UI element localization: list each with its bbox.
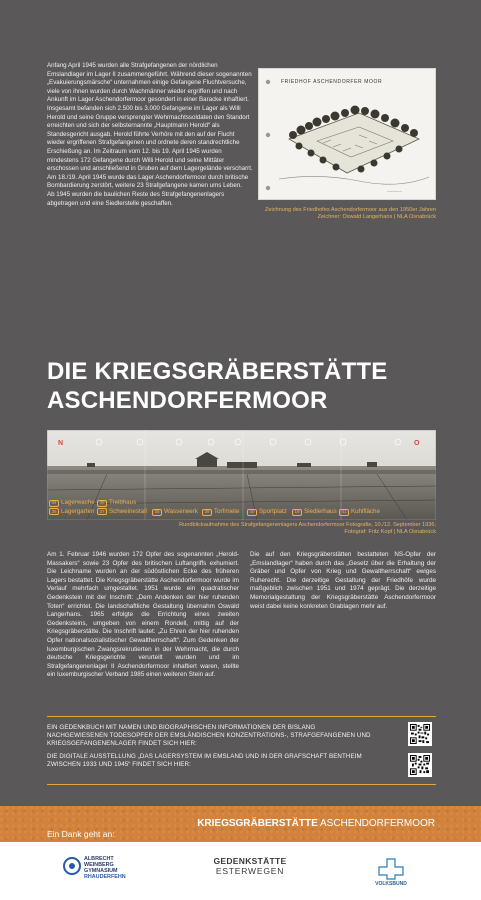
qr-code-icon: [410, 755, 430, 775]
legend-number: 39: [202, 509, 212, 516]
legend-item: [49, 508, 95, 517]
volksbund-logo: [365, 853, 417, 889]
footer-title-light: ASCHENDORFERMOOR: [319, 818, 435, 829]
albrecht-line-2: WEINBERG: [84, 862, 114, 868]
qr-code-ausstellung[interactable]: [408, 753, 432, 777]
gedenkbuch-info: EIN GEDENKBUCH MIT NAMEN UND BIOGRAPHISCHEN INFORMATIONEN DER BISLANG NACHGEWIESENEN TODESOPFER DER EMSLÄNDISCHEN KONZENTRATIONS-, STRAFGEFANGENEN UND KRIEGSGEFANGENENLAGER FINDET SICH HIER:: [47, 724, 371, 748]
legend-label: Treibhaus: [109, 499, 137, 506]
compass-east-label: O: [414, 440, 420, 447]
legend-number: 38: [152, 509, 162, 516]
panorama-caption-line-1: Rundblickaufnahme des Strafgefangenenlagers Aschendorfermoor Fotografie, 10./12. September 1936;: [179, 522, 436, 528]
legend-label: Wasserwerk: [164, 508, 198, 515]
drawing-caption: [258, 207, 436, 222]
drawing-caption-line-1: Zeichnung des Friedhofes Aschendorfermoor aus den 1950er Jahren: [264, 207, 436, 213]
albrecht-line-1: ALBRECHT: [84, 856, 114, 862]
intro-text: [47, 62, 253, 208]
legend-number: 41: [339, 509, 349, 516]
footer-title-bold: KRIEGSGRÄBERSTÄTTE: [197, 818, 318, 829]
gedenkstaette-line-1: GEDENKSTÄTTE: [213, 856, 287, 866]
panorama-caption-line-2: Fotograf: Fritz Kopf | NLA Osnabrück: [344, 529, 436, 536]
legend-label: Lagerwache: [61, 499, 95, 506]
legend-item: [247, 508, 287, 517]
qr-code-gedenkbuch[interactable]: [408, 722, 432, 746]
gedenkstaette-esterwegen-logo: [205, 856, 295, 876]
intro-paragraph-1: Anfang April 1945 wurden alle Strafgefangenen der nördlichen Emslandlager im Lager II zusammengeführt. Während dieser sogenannten „Evakuierungsmärsche“ unternahmen einige Gefangene Fluchtversuche, viele von ihnen wurden durch Wachmänner wieder ergriffen und nach Ankunft im Lager Aschendorfermoor gesondert in einer Baracke inhaftiert. Insgesamt befanden sich 2.500 bis 3.000 Gefangene im Lager als Willi Herold und seine Gruppe versprengter Wehrmachtssoldaten den Standort erreichten und sich der selbsternannte „Hauptmann Herold“ als Standesgericht ausgab. Herold führte Verhöre mit den auf der Flucht wieder ergriffenen Strafgefangenen und ordnete deren standrechtliche Erschießung an. Im Zeitraum vom 12. bis 19. April 1945 wurden mindestens 172 Gefangene durch Willi Herold und seine Mittäter erschossen und anschließend in Gruben auf dem Lagergelände verscharrt. Am 18./19. April 1945 wurde das Lager Aschendorfermoor durch britische Bombardierung zerstört, weitere 23 Strafgefangene kamen ums Leben.: [47, 62, 253, 190]
intro-paragraph-2: Ab 1945 wurden die baulichen Reste des Strafgefangenenlagers abgetragen und eine Siedlerstelle geschaffen.: [47, 190, 225, 207]
footer-title: [197, 818, 435, 830]
legend-number: 37: [97, 508, 107, 515]
cemetery-drawing-image: [258, 68, 436, 200]
divider-bottom: [47, 784, 436, 785]
page-title: [47, 357, 447, 415]
legend-number: 35: [97, 500, 107, 507]
divider-top: [47, 716, 436, 717]
albrecht-line-4: RHAUDERFEHN: [84, 874, 126, 880]
albrecht-weinberg-gymnasium-logo: [58, 851, 148, 891]
page-title-line-1: DIE KRIEGSGRÄBERSTÄTTE: [47, 358, 388, 385]
legend-item: [97, 508, 147, 517]
legend-column-2: [97, 499, 147, 516]
legend-item: [152, 508, 198, 517]
legend-item: [292, 508, 337, 517]
legend-item: [202, 508, 239, 517]
body-text-left: Am 1. Februar 1946 wurden 172 Opfer des sogenannten „Herold-Massakers“ sowie 23 Opfer des britischen Luftangriffs exhumiert. Die Leichname wurden an der südöstlichen Ecke des früheren Lagers bestattet. Die Kriegsgräberstätte Aschendorfermoor wurde im Verlauf mehrfach umgestaltet. 1951 wurde ein quadratischer Gedenkstein mit der Inschrift: „Dem Andenken der hier ruhenden Toten“ errichtet. Die landschaftliche Gestaltung übernahm Oswald Langerhans. 1965 erfolgte die Errichtung eines zweiten Gedenksteins, umgeben von einem Rondell, mittig auf der Kriegsgräberstätte. Die Inschrift lautet: „Zu Ehren der hier ruhenden Opfer nationalsozialistischer Gewaltherrschaft“. Zum Gedenken der luxemburgischen Zwangsrekrutierten in der Wehrmacht, die durch deutsche Kriegsgerichte verurteilt wurden und im Strafgefangenenlager II Aschendorfermoor inhaftiert waren, stellte ein luxemburgischer Verband 1985 einen weiteren Stein auf.: [47, 551, 239, 679]
albrecht-line-3: GYMNASIUM: [84, 868, 118, 874]
legend-item: [339, 508, 380, 517]
legend-number: 34: [49, 500, 59, 507]
legend-label: Sportplatz: [259, 508, 287, 515]
ausstellung-info: DIE DIGITALE AUSSTELLUNG „DAS LAGERSYSTEM IM EMSLAND UND IN DER GRAFSCHAFT BENTHEIM ZWISCHEN 1933 UND 1945“ FINDET SICH HIER:: [47, 753, 362, 769]
svg-text:~~~~~~~~: ~~~~~~~~: [387, 190, 402, 194]
legend-item: [97, 499, 147, 508]
legend-label: Torfmiete: [214, 508, 240, 515]
legend-label: Lagergarten: [61, 507, 95, 515]
panorama-caption: [47, 522, 436, 536]
legend-number: 19: [292, 509, 302, 516]
legend-label: Schweinestall: [109, 507, 147, 515]
thanks-label: Ein Dank geht an:: [47, 829, 115, 839]
drawing-label: FRIEDHOF ASCHENDORFER MOOR: [281, 79, 383, 85]
legend-number: 40: [247, 509, 257, 516]
drawing-caption-line-2: Zeichner: Oswald Langerhans | NLA Osnabrück: [317, 214, 436, 221]
camp-panorama-photo: [47, 430, 436, 520]
legend-label: Siedlerhaus: [304, 508, 337, 515]
gedenkstaette-line-2: ESTERWEGEN: [215, 866, 285, 876]
page-title-line-2: ASCHENDORFERMOOR: [47, 387, 328, 414]
legend-label: Kuhlfläche: [351, 508, 380, 515]
legend-column-1: [49, 499, 95, 516]
volksbund-label: VOLKSBUND: [375, 881, 407, 887]
compass-north-label: N: [58, 440, 64, 447]
legend-number: 36: [49, 508, 59, 515]
body-text-right: Die auf den Kriegsgräberstätten bestatteten NS-Opfer der „Emslandlager“ haben durch das „Gesetz über die Erhaltung der Gräber und Opfer von Krieg und Gewaltherrschaft“ ewiges Ruherecht. Die derzeitige Gestaltung der Friedhöfe wurde maßgeblich zwischen 1951 und 1974 geprägt. Die derzeitige Memorialgestaltung der Kriegsgräberstätte Aschendorfermoor weist dabei keine konkreten Grablagen mehr auf.: [250, 551, 436, 610]
legend-item: [49, 499, 95, 508]
qr-code-icon: [410, 724, 430, 744]
